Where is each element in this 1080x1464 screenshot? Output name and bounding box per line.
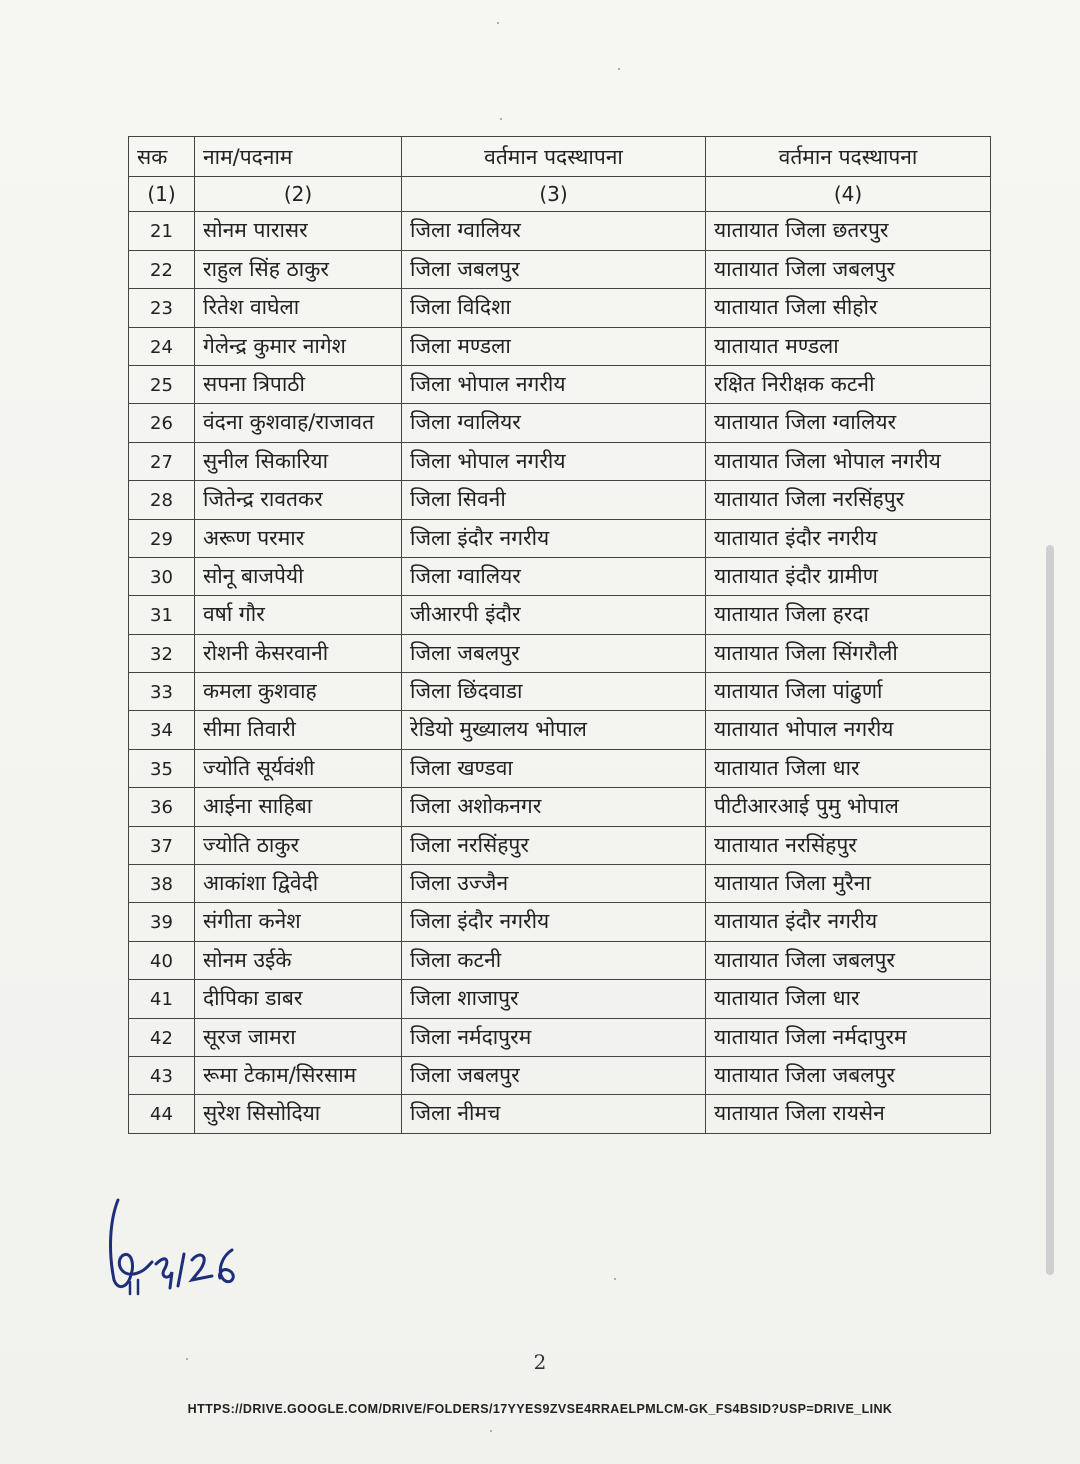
serial-number-cell: 42 [129,1018,195,1056]
current-posting-cell: जिला अशोकनगर [402,788,706,826]
header-new-posting: वर्तमान पदस्थापना [706,137,991,177]
new-posting-cell: यातायात इंदौर नगरीय [706,519,991,557]
serial-number-cell: 36 [129,788,195,826]
new-posting-cell: यातायात जिला जबलपुर [706,1056,991,1094]
name-cell: ज्योति ठाकुर [195,826,402,864]
table-row [129,788,991,826]
table-row [129,404,991,442]
scan-speck [497,22,499,24]
name-cell: सोनम पारासर [195,212,402,250]
name-cell: आईना साहिबा [195,788,402,826]
table-row [129,442,991,480]
current-posting-cell: जिला नीमच [402,1095,706,1133]
new-posting-cell: यातायात जिला नर्मदापुरम [706,1018,991,1056]
name-cell: संगीता कनेश [195,903,402,941]
header-name: नाम/पदनाम [195,137,402,177]
new-posting-cell: यातायात नरसिंहपुर [706,826,991,864]
name-cell: दीपिका डाबर [195,980,402,1018]
current-posting-cell: जिला ग्वालियर [402,212,706,250]
current-posting-cell: जिला भोपाल नगरीय [402,365,706,403]
header-serial: सक [129,137,195,177]
table-row [129,481,991,519]
new-posting-cell: यातायात जिला नरसिंहपुर [706,481,991,519]
serial-number-cell: 34 [129,711,195,749]
name-cell: रूमा टेकाम/सिरसाम [195,1056,402,1094]
new-posting-cell: यातायात भोपाल नगरीय [706,711,991,749]
name-cell: गेलेन्द्र कुमार नागेश [195,327,402,365]
current-posting-cell: जिला ग्वालियर [402,404,706,442]
table-header-row [129,137,991,177]
new-posting-cell: यातायात जिला धार [706,980,991,1018]
name-cell: वर्षा गौर [195,596,402,634]
new-posting-cell: यातायात जिला धार [706,749,991,787]
current-posting-cell: जिला उज्जैन [402,865,706,903]
name-cell: सपना त्रिपाठी [195,365,402,403]
table-row [129,903,991,941]
new-posting-cell: यातायात जिला जबलपुर [706,941,991,979]
serial-number-cell: 29 [129,519,195,557]
scan-speck [186,1358,188,1360]
current-posting-cell: जिला भोपाल नगरीय [402,442,706,480]
table-row [129,519,991,557]
table-row [129,673,991,711]
new-posting-cell: यातायात जिला पांढुर्णा [706,673,991,711]
name-cell: ज्योति सूर्यवंशी [195,749,402,787]
serial-number-cell: 35 [129,749,195,787]
serial-number-cell: 38 [129,865,195,903]
current-posting-cell: जिला कटनी [402,941,706,979]
header-current-posting: वर्तमान पदस्थापना [402,137,706,177]
name-cell: सुरेश सिसोदिया [195,1095,402,1133]
name-cell: आकांशा द्विवेदी [195,865,402,903]
name-cell: अरूण परमार [195,519,402,557]
table-row [129,289,991,327]
serial-number-cell: 25 [129,365,195,403]
current-posting-cell: जिला जबलपुर [402,1056,706,1094]
serial-number-cell: 44 [129,1095,195,1133]
current-posting-cell: जिला नर्मदापुरम [402,1018,706,1056]
column-number: (3) [402,177,706,212]
serial-number-cell: 27 [129,442,195,480]
new-posting-cell: रक्षित निरीक्षक कटनी [706,365,991,403]
new-posting-cell: यातायात जिला भोपाल नगरीय [706,442,991,480]
serial-number-cell: 39 [129,903,195,941]
table-row [129,250,991,288]
table-row [129,365,991,403]
table-row [129,826,991,864]
page-number: 2 [533,1350,547,1374]
serial-number-cell: 21 [129,212,195,250]
column-number: (2) [195,177,402,212]
new-posting-cell: यातायात इंदौर ग्रामीण [706,557,991,595]
name-cell: सीमा तिवारी [195,711,402,749]
serial-number-cell: 37 [129,826,195,864]
current-posting-cell: जिला विदिशा [402,289,706,327]
current-posting-cell: जिला खण्डवा [402,749,706,787]
current-posting-cell: रेडियो मुख्यालय भोपाल [402,711,706,749]
name-cell: जितेन्द्र रावतकर [195,481,402,519]
column-number-row [129,177,991,212]
table-row [129,1018,991,1056]
new-posting-cell: पीटीआरआई पुमु भोपाल [706,788,991,826]
current-posting-cell: जिला मण्डला [402,327,706,365]
scan-speck [500,118,502,120]
new-posting-cell: यातायात जिला छतरपुर [706,212,991,250]
scan-speck [490,1430,492,1432]
name-cell: सूरज जामरा [195,1018,402,1056]
current-posting-cell: जिला शाजापुर [402,980,706,1018]
name-cell: राहुल सिंह ठाकुर [195,250,402,288]
new-posting-cell: यातायात मण्डला [706,327,991,365]
current-posting-cell: जिला इंदौर नगरीय [402,519,706,557]
current-posting-cell: जिला जबलपुर [402,634,706,672]
name-cell: रितेश वाघेला [195,289,402,327]
serial-number-cell: 40 [129,941,195,979]
table-row [129,557,991,595]
serial-number-cell: 22 [129,250,195,288]
column-number: (4) [706,177,991,212]
new-posting-cell: यातायात जिला सीहोर [706,289,991,327]
table-row [129,212,991,250]
serial-number-cell: 24 [129,327,195,365]
serial-number-cell: 26 [129,404,195,442]
current-posting-cell: जीआरपी इंदौर [402,596,706,634]
serial-number-cell: 31 [129,596,195,634]
table-row [129,865,991,903]
name-cell: सोनम उईके [195,941,402,979]
serial-number-cell: 30 [129,557,195,595]
name-cell: रोशनी केसरवानी [195,634,402,672]
serial-number-cell: 28 [129,481,195,519]
serial-number-cell: 32 [129,634,195,672]
table-row [129,1095,991,1133]
name-cell: कमला कुशवाह [195,673,402,711]
current-posting-cell: जिला इंदौर नगरीय [402,903,706,941]
current-posting-cell: जिला छिंदवाडा [402,673,706,711]
serial-number-cell: 23 [129,289,195,327]
transfer-table [128,136,991,1134]
new-posting-cell: यातायात जिला हरदा [706,596,991,634]
new-posting-cell: यातायात जिला सिंगरौली [706,634,991,672]
current-posting-cell: जिला ग्वालियर [402,557,706,595]
column-number: (1) [129,177,195,212]
table-row [129,749,991,787]
scan-speck [614,1278,616,1280]
handwritten-signature [100,1190,260,1300]
serial-number-cell: 41 [129,980,195,1018]
new-posting-cell: यातायात जिला ग्वालियर [706,404,991,442]
new-posting-cell: यातायात इंदौर नगरीय [706,903,991,941]
footer-drive-link[interactable]: HTTPS://DRIVE.GOOGLE.COM/DRIVE/FOLDERS/17YYES9ZVSE4RRAELPMLCM-GK_FS4BSID?USP=DRIVE_LINK [187,1402,893,1416]
new-posting-cell: यातायात जिला जबलपुर [706,250,991,288]
current-posting-cell: जिला जबलपुर [402,250,706,288]
name-cell: सुनील सिकारिया [195,442,402,480]
table-row [129,1056,991,1094]
table-row [129,634,991,672]
new-posting-cell: यातायात जिला मुरैना [706,865,991,903]
scan-speck [618,68,620,70]
current-posting-cell: जिला सिवनी [402,481,706,519]
table-row [129,327,991,365]
table-row [129,596,991,634]
serial-number-cell: 43 [129,1056,195,1094]
table-row [129,980,991,1018]
table-row [129,941,991,979]
serial-number-cell: 33 [129,673,195,711]
scrollbar[interactable] [1046,545,1054,1275]
name-cell: वंदना कुशवाह/राजावत [195,404,402,442]
name-cell: सोनू बाजपेयी [195,557,402,595]
current-posting-cell: जिला नरसिंहपुर [402,826,706,864]
table-row [129,711,991,749]
new-posting-cell: यातायात जिला रायसेन [706,1095,991,1133]
